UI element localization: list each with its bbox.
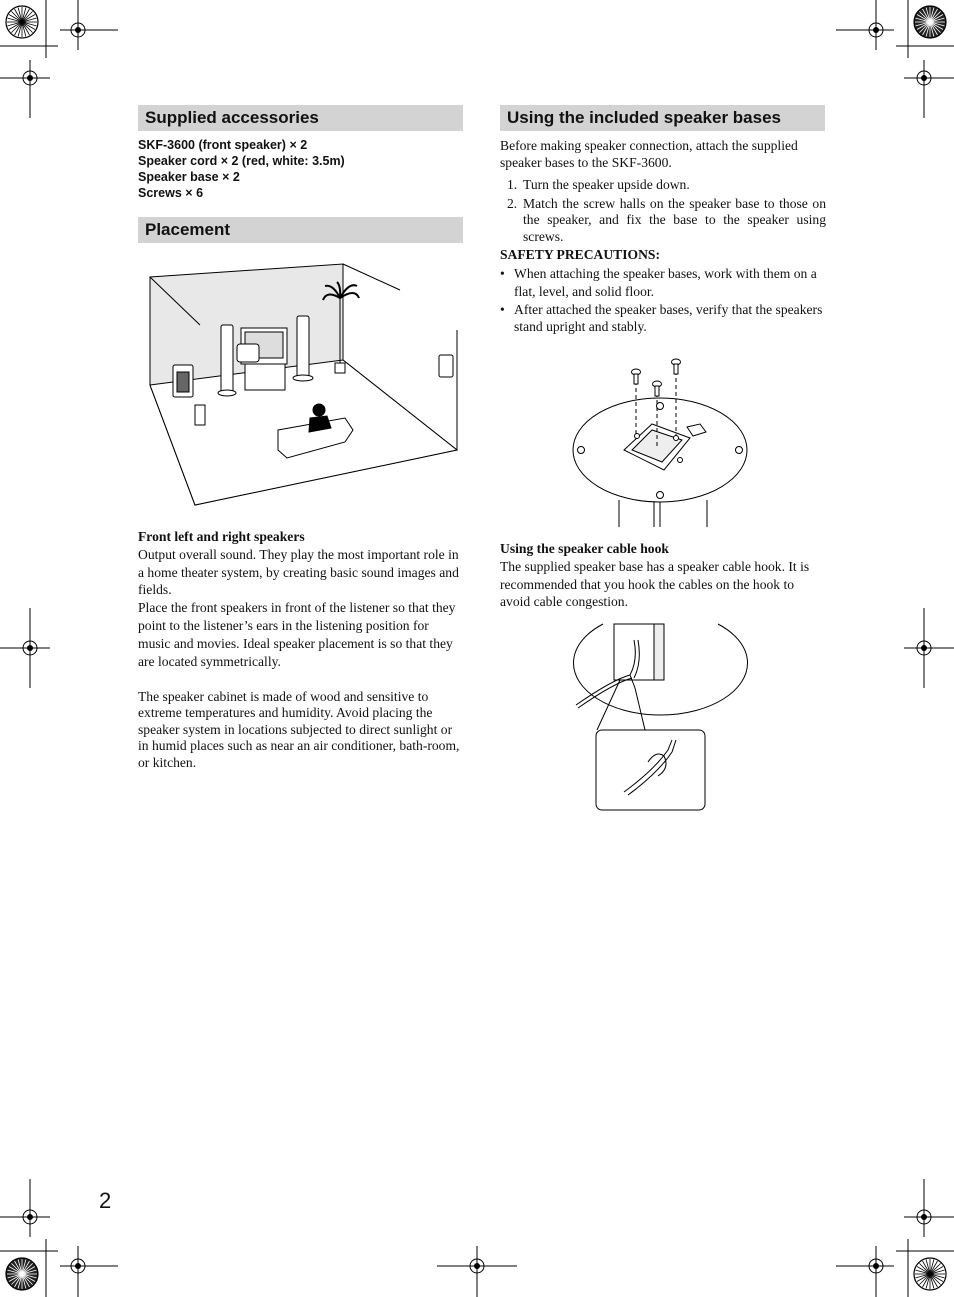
- placement-heading: Placement: [138, 217, 463, 243]
- step-item: 1. Turn the speaker upside down.: [507, 177, 690, 192]
- front-speakers-section: [138, 528, 463, 670]
- accessories-list: [138, 137, 345, 201]
- safety-item: • When attaching the speaker bases, work with them on a flat, level, and solid floor.: [500, 266, 817, 299]
- step-item: 2. Match the screw halls on the speaker base to those on the speaker, and fix the base to the speaker using screws.: [507, 195, 826, 244]
- cable-hook-para: The supplied speaker base has a speaker cable hook. It is recommended that you hook the cables on the hook to avoid cable congestion.: [500, 558, 810, 610]
- cable-hook-heading: Using the speaker cable hook: [500, 541, 669, 556]
- accessory-item: Speaker base × 2: [138, 170, 240, 184]
- accessory-item: Screws × 6: [138, 186, 204, 200]
- front-speakers-heading: Front left and right speakers: [138, 529, 305, 544]
- page-number: 2: [99, 1188, 112, 1213]
- accessory-item: Speaker cord × 2 (red, white: 3.5m): [138, 154, 345, 168]
- bases-steps: [500, 177, 826, 247]
- room-placement-illustration: [145, 260, 465, 510]
- cable-hook-section: [500, 540, 826, 611]
- supplied-accessories-heading: Supplied accessories: [138, 105, 463, 131]
- front-speakers-para-1: Output overall sound. They play the most important role in a home theater system, by creating basic sound images and fields.: [138, 546, 459, 598]
- safety-heading: SAFETY PRECAUTIONS:: [500, 247, 660, 262]
- safety-item: • After attached the speaker bases, verify that the speakers stand upright and stably.: [500, 301, 823, 335]
- front-speakers-para-2: Place the front speakers in front of the listener so that they point to the listener’s ears in the listening position for music and movies. Ideal speaker placement is so that they are located symmetrically.: [138, 600, 456, 669]
- cabinet-caution: The speaker cabinet is made of wood and sensitive to extreme temperatures and humidity. Avoid placing the speaker system in locations subjected to direct sunlight or in humid places such as near an air conditioner, bath-room, or kitchen.: [138, 689, 460, 770]
- speaker-bases-heading: Using the included speaker bases: [500, 105, 825, 131]
- accessory-item: SKF-3600 (front speaker) × 2: [138, 138, 308, 152]
- bases-intro: Before making speaker connection, attach the supplied speaker bases to the SKF-3600.: [500, 138, 798, 170]
- cable-hook-illustration: [572, 620, 752, 815]
- speaker-base-illustration: [572, 352, 752, 527]
- safety-list: [500, 265, 826, 336]
